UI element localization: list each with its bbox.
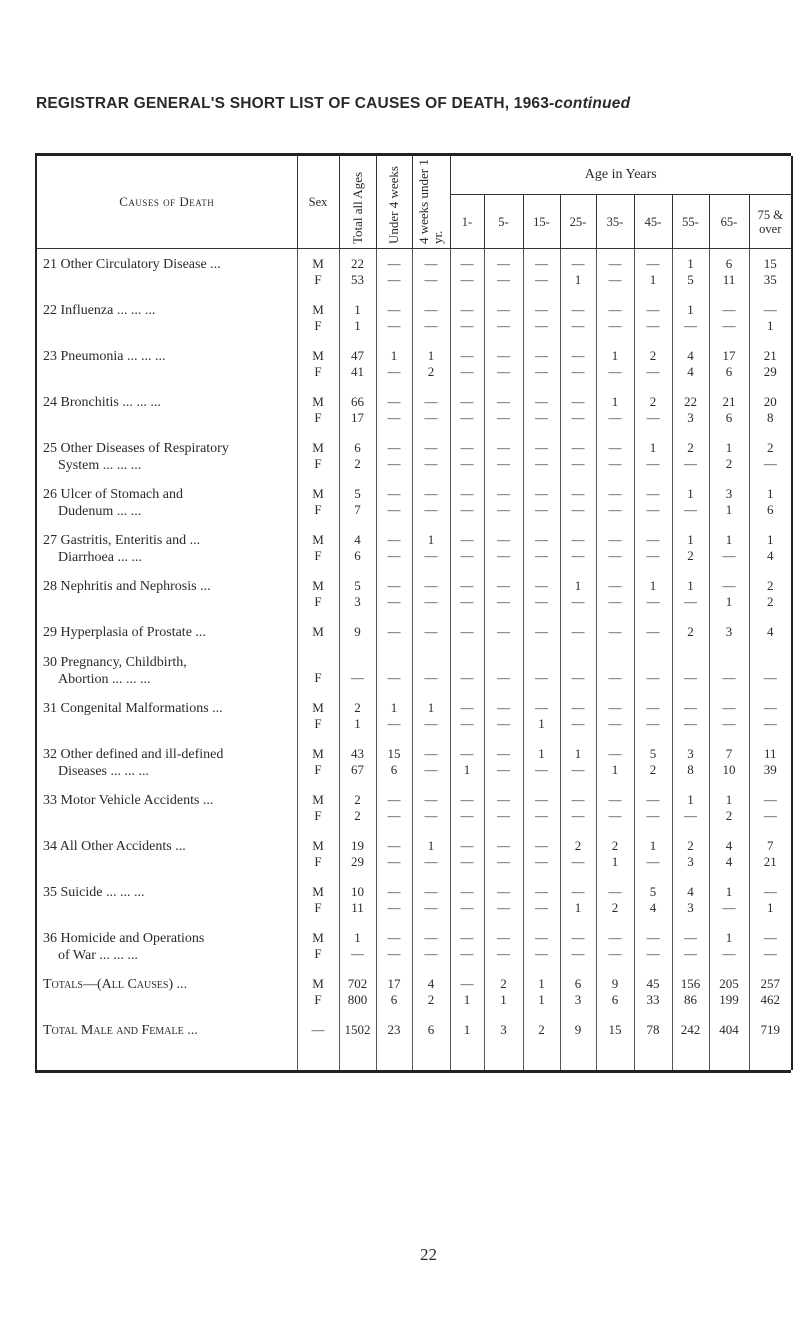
value-cell: 1 — — [596, 387, 634, 433]
value-cell: — — — [412, 249, 450, 295]
value-cell: 4 6 — [339, 525, 376, 571]
value-cell: 6 3 — [560, 969, 596, 1015]
value-cell: — — — [634, 479, 672, 525]
sex-cell: M F — [297, 693, 339, 739]
value-cell: — — — [634, 693, 672, 739]
value-cell: — — — [450, 693, 484, 739]
value-cell: — — — [450, 387, 484, 433]
value-cell: 1 — — [709, 525, 749, 571]
value-cell: 2 1 — [484, 969, 523, 1015]
value-cell: — — — [376, 433, 412, 479]
table-row — [36, 341, 792, 387]
value-cell: 2 — — [634, 387, 672, 433]
sex-cell: M F — [297, 969, 339, 1015]
value-cell: — — [376, 617, 412, 647]
value-cell: 1 1 — [339, 295, 376, 341]
value-cell: — — — [376, 831, 412, 877]
value-cell: — — — [523, 433, 560, 479]
cause-label: 29 Hyperplasia of Prostate ... — [36, 617, 297, 647]
value-cell: — 1 — [560, 877, 596, 923]
value-cell: — 1 — [749, 877, 792, 923]
value-cell: 1 — — [376, 693, 412, 739]
value-cell: 2 — — [560, 831, 596, 877]
table-row — [36, 969, 792, 1015]
value-cell: 7 21 — [749, 831, 792, 877]
value-cell: — — — [596, 479, 634, 525]
value-cell: — 1 — [749, 295, 792, 341]
sex-cell: M F — [297, 249, 339, 295]
value-cell: — — — [450, 433, 484, 479]
page-title — [36, 95, 796, 113]
value-cell: — — — [634, 785, 672, 831]
value-cell: — — — [749, 693, 792, 739]
value-cell: 1 — — [376, 341, 412, 387]
value-cell: 1 — — [672, 479, 709, 525]
value-cell: — — — [523, 387, 560, 433]
value-cell: — — [634, 647, 672, 693]
header-age-col: 25- — [560, 195, 596, 249]
value-cell: 1 1 — [523, 969, 560, 1015]
value-cell: — — — [484, 739, 523, 785]
value-cell: — — — [709, 693, 749, 739]
header-sex: Sex — [297, 156, 339, 249]
value-cell: 2 — [523, 1015, 560, 1070]
table-row — [36, 387, 792, 433]
cause-label: 35 Suicide ... ... ... — [36, 877, 297, 923]
table-row — [36, 877, 792, 923]
value-cell: 7 10 — [709, 739, 749, 785]
table-row — [36, 479, 792, 525]
value-cell: — — [560, 617, 596, 647]
header-age-col: 65- — [709, 195, 749, 249]
value-cell: — — — [484, 479, 523, 525]
value-cell: — — [484, 647, 523, 693]
value-cell: — — [523, 647, 560, 693]
sex-cell: M F — [297, 387, 339, 433]
value-cell: 1 — — [560, 571, 596, 617]
table-row — [36, 831, 792, 877]
value-cell: — — — [560, 433, 596, 479]
value-cell: 2 1 — [339, 693, 376, 739]
sex-cell: F — [297, 647, 339, 693]
value-cell: — — — [560, 295, 596, 341]
value-cell: — — [450, 617, 484, 647]
value-cell: 1 2 — [709, 433, 749, 479]
value-cell: 21 29 — [749, 341, 792, 387]
value-cell: 1502 — [339, 1015, 376, 1070]
cause-label: 25 Other Diseases of Respiratory System ... ... ... — [36, 433, 297, 479]
value-cell: 9 6 — [596, 969, 634, 1015]
value-cell: 11 39 — [749, 739, 792, 785]
value-cell: 4 4 — [709, 831, 749, 877]
causes-of-death-table — [35, 153, 791, 1073]
value-cell: — — [523, 617, 560, 647]
value-cell: 2 — — [634, 341, 672, 387]
value-cell: — — — [484, 923, 523, 969]
sex-cell: M F — [297, 479, 339, 525]
value-cell: — — — [376, 571, 412, 617]
value-cell: — — — [376, 785, 412, 831]
value-cell: — 1 — [450, 969, 484, 1015]
value-cell: — — — [376, 295, 412, 341]
value-cell: 1 5 — [672, 249, 709, 295]
value-cell: — 1 — [523, 693, 560, 739]
value-cell: 4 2 — [412, 969, 450, 1015]
value-cell: 17 6 — [709, 341, 749, 387]
value-cell: 5 2 — [634, 739, 672, 785]
value-cell: 1 — — [412, 525, 450, 571]
value-cell: 15 35 — [749, 249, 792, 295]
value-cell: 10 11 — [339, 877, 376, 923]
sex-cell: M — [297, 617, 339, 647]
value-cell: 1 — — [523, 739, 560, 785]
value-cell: — — — [412, 433, 450, 479]
table-row — [36, 1015, 792, 1070]
value-cell: — — — [749, 923, 792, 969]
value-cell: 9 — [339, 617, 376, 647]
header-age-col: 5- — [484, 195, 523, 249]
value-cell: — 1 — [450, 739, 484, 785]
value-cell: — — — [484, 387, 523, 433]
value-cell: — — [484, 617, 523, 647]
sex-cell: M F — [297, 433, 339, 479]
value-cell: — — [709, 647, 749, 693]
cause-label: 26 Ulcer of Stomach and Dudenum ... ... — [36, 479, 297, 525]
value-cell: — 1 — [634, 249, 672, 295]
header-age-col: 75 & over — [749, 195, 792, 249]
cause-label: Total Male and Female ... — [36, 1015, 297, 1070]
value-cell: — — — [634, 923, 672, 969]
value-cell: 2 — [672, 617, 709, 647]
value-cell: — — — [484, 571, 523, 617]
value-cell: — — — [560, 341, 596, 387]
value-cell: 21 6 — [709, 387, 749, 433]
value-cell: 1 — — [596, 341, 634, 387]
value-cell: 4 — [749, 617, 792, 647]
value-cell: — — — [412, 387, 450, 433]
value-cell: — — — [376, 249, 412, 295]
value-cell: — — — [376, 387, 412, 433]
value-cell: 4 3 — [672, 877, 709, 923]
value-cell: — — — [560, 387, 596, 433]
value-cell: — — — [450, 341, 484, 387]
cause-label: 31 Congenital Malformations ... — [36, 693, 297, 739]
value-cell: — — — [450, 877, 484, 923]
value-cell: — — — [450, 831, 484, 877]
value-cell: 1 — — [634, 433, 672, 479]
value-cell: — 1 — [596, 739, 634, 785]
value-cell: — — — [596, 433, 634, 479]
value-cell: — — — [523, 571, 560, 617]
value-cell: — — — [596, 785, 634, 831]
value-cell: 20 8 — [749, 387, 792, 433]
value-cell: 1 4 — [749, 525, 792, 571]
cause-label: 21 Other Circulatory Disease ... — [36, 249, 297, 295]
value-cell: — — — [596, 693, 634, 739]
value-cell: 23 — [376, 1015, 412, 1070]
value-cell: — — — [523, 295, 560, 341]
value-cell: 1 — — [672, 571, 709, 617]
cause-label: 22 Influenza ... ... ... — [36, 295, 297, 341]
value-cell: 47 41 — [339, 341, 376, 387]
cause-label: 23 Pneumonia ... ... ... — [36, 341, 297, 387]
value-cell: 2 1 — [596, 831, 634, 877]
sex-cell: M F — [297, 295, 339, 341]
header-age-col: 55- — [672, 195, 709, 249]
value-cell: 156 86 — [672, 969, 709, 1015]
value-cell: 5 7 — [339, 479, 376, 525]
table-row — [36, 249, 792, 295]
value-cell: — — — [450, 479, 484, 525]
value-cell: — — — [412, 923, 450, 969]
value-cell: — — [376, 647, 412, 693]
value-cell: 1 2 — [412, 341, 450, 387]
cause-label: 24 Bronchitis ... ... ... — [36, 387, 297, 433]
value-cell: — — — [634, 525, 672, 571]
value-cell: — — — [596, 295, 634, 341]
value-cell: — — — [376, 877, 412, 923]
sex-cell: M F — [297, 525, 339, 571]
value-cell: 5 3 — [339, 571, 376, 617]
value-cell: 719 — [749, 1015, 792, 1070]
sex-cell: — — [297, 1015, 339, 1070]
table-row — [36, 693, 792, 739]
value-cell: 205 199 — [709, 969, 749, 1015]
cause-label: 34 All Other Accidents ... — [36, 831, 297, 877]
value-cell: — — — [523, 923, 560, 969]
value-cell: — — [339, 647, 376, 693]
value-cell: — — — [596, 923, 634, 969]
value-cell: — — — [560, 693, 596, 739]
value-cell: 3 — [484, 1015, 523, 1070]
value-cell: — 1 — [560, 249, 596, 295]
value-cell: 242 — [672, 1015, 709, 1070]
value-cell: 702 800 — [339, 969, 376, 1015]
header-age-col: 15- — [523, 195, 560, 249]
cause-label: 36 Homicide and Operations of War ... ... ... — [36, 923, 297, 969]
value-cell: — — — [484, 831, 523, 877]
value-cell: — — [634, 617, 672, 647]
cause-label: 33 Motor Vehicle Accidents ... — [36, 785, 297, 831]
value-cell: — — [672, 647, 709, 693]
value-cell: 3 — [709, 617, 749, 647]
value-cell: — — [596, 647, 634, 693]
sex-cell: M F — [297, 831, 339, 877]
value-cell: 43 67 — [339, 739, 376, 785]
value-cell: 1 — — [339, 923, 376, 969]
header-total: Total all Ages — [339, 156, 376, 249]
value-cell: 2 2 — [749, 571, 792, 617]
value-cell: 6 2 — [339, 433, 376, 479]
value-cell: — — — [523, 525, 560, 571]
value-cell: 4 4 — [672, 341, 709, 387]
value-cell: — — [450, 647, 484, 693]
header-causes: Causes of Death — [36, 156, 297, 249]
value-cell: — — — [450, 571, 484, 617]
value-cell: 1 2 — [709, 785, 749, 831]
value-cell: — — [560, 647, 596, 693]
value-cell: — — — [634, 295, 672, 341]
value-cell: 22 53 — [339, 249, 376, 295]
header-age-in-years: Age in Years — [450, 156, 792, 195]
value-cell: 1 — — [672, 295, 709, 341]
sex-cell: M F — [297, 739, 339, 785]
table-row — [36, 433, 792, 479]
value-cell: 3 1 — [709, 479, 749, 525]
value-cell: 1 — — [412, 693, 450, 739]
sex-cell: M F — [297, 341, 339, 387]
value-cell: 2 — — [672, 433, 709, 479]
value-cell: — — — [596, 249, 634, 295]
value-cell: 6 — [412, 1015, 450, 1070]
value-cell: — — [749, 647, 792, 693]
cause-label: 28 Nephritis and Nephrosis ... — [36, 571, 297, 617]
table-row — [36, 647, 792, 693]
header-under-4-weeks: Under 4 weeks — [376, 156, 412, 249]
cause-label: 32 Other defined and ill-defined Diseases ... ... ... — [36, 739, 297, 785]
table-row — [36, 295, 792, 341]
value-cell: 1 — — [412, 831, 450, 877]
value-cell: 9 — [560, 1015, 596, 1070]
value-cell: 66 17 — [339, 387, 376, 433]
value-cell: — — — [450, 295, 484, 341]
value-cell: — — — [484, 433, 523, 479]
value-cell: — — — [709, 295, 749, 341]
value-cell: — — — [672, 923, 709, 969]
value-cell: 1 — — [634, 571, 672, 617]
value-cell: 1 2 — [672, 525, 709, 571]
value-cell: — — — [412, 295, 450, 341]
title-continued: -continued — [549, 95, 631, 112]
value-cell: 6 11 — [709, 249, 749, 295]
value-cell: — — [412, 617, 450, 647]
header-age-col: 35- — [596, 195, 634, 249]
value-cell: — — — [672, 693, 709, 739]
value-cell: 17 6 — [376, 969, 412, 1015]
value-cell: — — — [560, 479, 596, 525]
header-age-col: 1- — [450, 195, 484, 249]
value-cell: — — — [596, 525, 634, 571]
value-cell: 2 3 — [672, 831, 709, 877]
value-cell: — — — [484, 693, 523, 739]
table-row — [36, 617, 792, 647]
value-cell: — — — [450, 923, 484, 969]
table-row — [36, 923, 792, 969]
value-cell: — — — [523, 785, 560, 831]
value-cell: — — — [560, 923, 596, 969]
value-cell: — — — [412, 571, 450, 617]
sex-cell: M F — [297, 571, 339, 617]
value-cell: 5 4 — [634, 877, 672, 923]
value-cell: — — — [484, 249, 523, 295]
value-cell: — — — [596, 571, 634, 617]
value-cell: — — — [376, 923, 412, 969]
sex-cell: M F — [297, 785, 339, 831]
value-cell: — — — [523, 479, 560, 525]
value-cell: 1 — — [709, 877, 749, 923]
value-cell: — — — [484, 877, 523, 923]
value-cell: — — — [412, 739, 450, 785]
header-age-col: 45- — [634, 195, 672, 249]
value-cell: 257 462 — [749, 969, 792, 1015]
value-cell: 2 2 — [339, 785, 376, 831]
value-cell: — — — [484, 525, 523, 571]
value-cell: — — — [560, 785, 596, 831]
value-cell: 1 — — [672, 785, 709, 831]
value-cell: — — — [560, 525, 596, 571]
value-cell: — — [596, 617, 634, 647]
header-4-weeks-under-1-yr: 4 weeks under 1 yr. — [412, 156, 450, 249]
table-row — [36, 739, 792, 785]
value-cell: 15 6 — [376, 739, 412, 785]
value-cell: — — — [523, 249, 560, 295]
value-cell: — — — [749, 785, 792, 831]
value-cell: — — — [450, 525, 484, 571]
value-cell: 404 — [709, 1015, 749, 1070]
value-cell: 2 — — [749, 433, 792, 479]
value-cell: 22 3 — [672, 387, 709, 433]
value-cell: 1 — — [560, 739, 596, 785]
value-cell: 1 — — [709, 923, 749, 969]
value-cell: 1 — — [634, 831, 672, 877]
table-row — [36, 525, 792, 571]
sex-cell: M F — [297, 877, 339, 923]
value-cell: 78 — [634, 1015, 672, 1070]
table-row — [36, 571, 792, 617]
sex-cell: M F — [297, 923, 339, 969]
value-cell: 1 — [450, 1015, 484, 1070]
value-cell: — — — [376, 479, 412, 525]
cause-label: 27 Gastritis, Enteritis and ... Diarrhoea ... ... — [36, 525, 297, 571]
cause-label: Totals—(All Causes) ... — [36, 969, 297, 1015]
value-cell: — — — [523, 341, 560, 387]
value-cell: — — — [450, 249, 484, 295]
value-cell: — — — [412, 785, 450, 831]
value-cell: — — — [412, 479, 450, 525]
value-cell: — — [412, 647, 450, 693]
value-cell: — 2 — [596, 877, 634, 923]
page-number: 22 — [420, 1245, 437, 1264]
value-cell: 45 33 — [634, 969, 672, 1015]
value-cell: 3 8 — [672, 739, 709, 785]
value-cell: — — — [484, 785, 523, 831]
value-cell: 1 6 — [749, 479, 792, 525]
value-cell: — — — [412, 877, 450, 923]
cause-label: 30 Pregnancy, Childbirth, Abortion ... ... ... — [36, 647, 297, 693]
value-cell: — — — [484, 295, 523, 341]
value-cell: 15 — [596, 1015, 634, 1070]
value-cell: — — — [523, 831, 560, 877]
title-main: REGISTRAR GENERAL'S SHORT LIST OF CAUSES OF DEATH, 1963 — [36, 95, 550, 112]
value-cell: — — — [376, 525, 412, 571]
value-cell: — — — [450, 785, 484, 831]
value-cell: 19 29 — [339, 831, 376, 877]
value-cell: — — — [523, 877, 560, 923]
table-row — [36, 785, 792, 831]
value-cell: — — — [484, 341, 523, 387]
value-cell: — 1 — [709, 571, 749, 617]
